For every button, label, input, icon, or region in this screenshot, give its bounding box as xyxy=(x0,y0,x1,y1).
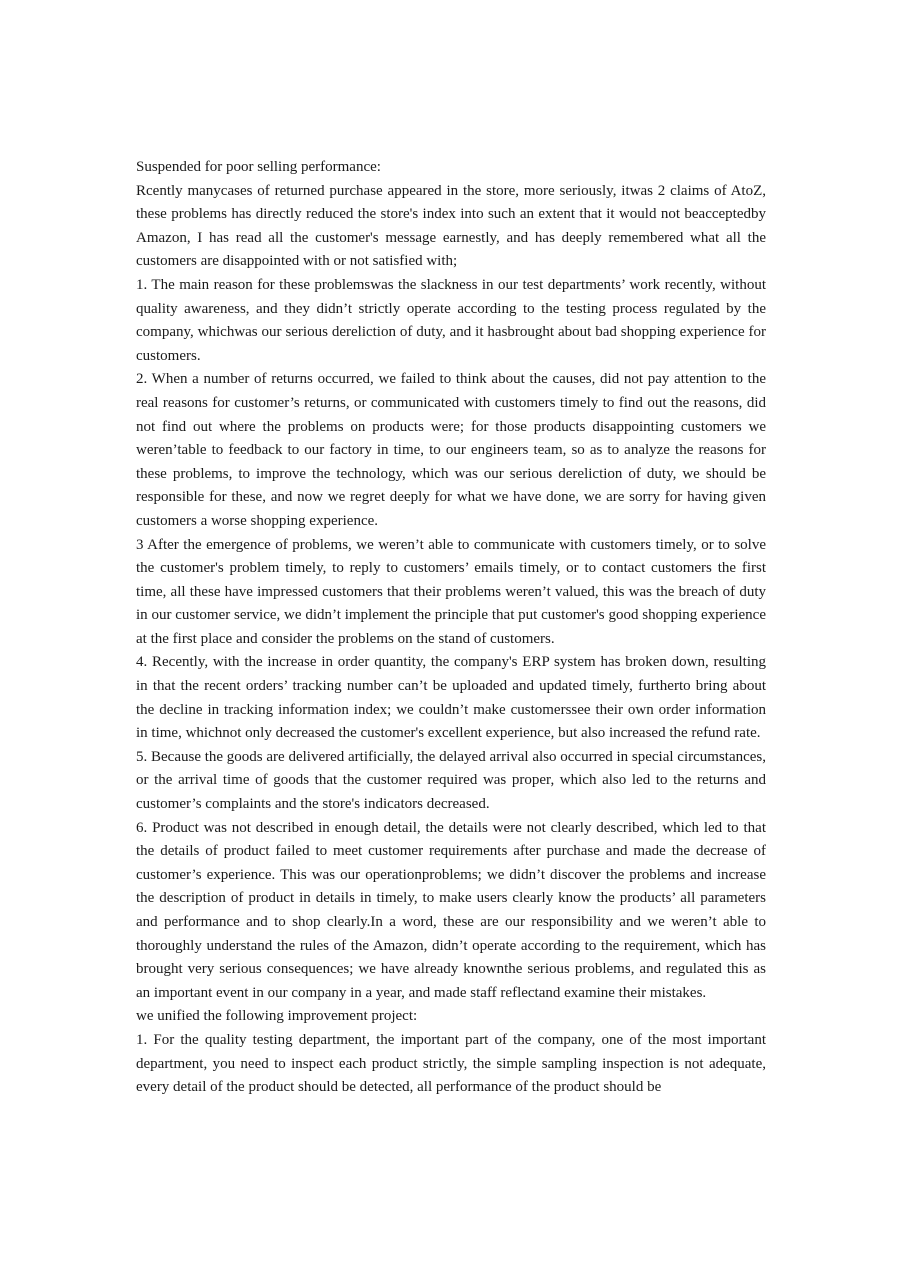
intro-paragraph: Rcently manycases of returned purchase appeared in the store, more seriously, itwas 2 claims of AtoZ, these problems has directly reduced the store's index into such an extent that it would not beacceptedby Amazon, I has read all the customer's message earnestly, and has deeply remembered what all the customers are disappointed with or not satisfied with; xyxy=(136,182,766,270)
reason-2-paragraph: 2. When a number of returns occurred, we failed to think about the causes, did not pay attention to the real reasons for customer’s returns, or communicated with customers timely to find out the reasons, did not find out where the problems on products were; for those products disappointing customers we weren’table to feedback to our factory in time, to our engineers team, so as to analyze the reasons for these problems, to improve the technology, which was our serious dereliction of duty, we should be responsible for these, and now we regret deeply for what we have done, we are sorry for having given customers a worse shopping experience. xyxy=(136,371,766,529)
document-page xyxy=(136,156,766,1100)
improvement-heading: we unified the following improvement project: xyxy=(136,1008,418,1025)
improvement-1-paragraph: 1. For the quality testing department, the important part of the company, one of the most important department, you need to inspect each product strictly, the simple sampling inspection is not adequate, every detail of the product should be detected, all performance of the product should be xyxy=(136,1031,766,1096)
reason-4-paragraph: 4. Recently, with the increase in order quantity, the company's ERP system has broken down, resulting in that the recent orders’ tracking number can’t be uploaded and updated timely, furtherto bring about the decline in tracking information index; we couldn’t make customerssee their own order information in time, whichnot only decreased the customer's excellent experience, but also increased the refund rate. xyxy=(136,654,766,742)
reason-3-paragraph: 3 After the emergence of problems, we weren’t able to communicate with customers timely, or to solve the customer's problem timely, to reply to customers’ emails timely, or to contact customers the first time, all these have impressed customers that their problems weren’t valued, this was the breach of duty in our customer service, we didn’t implement the principle that put customer's good shopping experience at the first place and consider the problems on the stand of customers. xyxy=(136,536,766,647)
reason-6-paragraph: 6. Product was not described in enough detail, the details were not clearly described, which led to that the details of product failed to meet customer requirements after purchase and made the decrease of customer’s experience. This was our operationproblems; we didn’t discover the problems and increase the description of product in details in timely, to make users clearly know the products’ all parameters and performance and to shop clearly.In a word, these are our responsibility and we weren’t able to thoroughly understand the rules of the Amazon, didn’t operate according to the requirement, which has brought very serious consequences; we have already knownthe serious problems, and regulated this as an important event in our company in a year, and made staff reflectand examine their mistakes. xyxy=(136,819,766,1001)
reason-1-paragraph: 1. The main reason for these problemswas the slackness in our test departments’ work recently, without quality awareness, and they didn’t strictly operate according to the testing process regulated by the company, whichwas our serious dereliction of duty, and it hasbrought about bad shopping experience for customers. xyxy=(136,276,766,364)
document-heading: Suspended for poor selling performance: xyxy=(136,159,381,175)
reason-5-paragraph: 5. Because the goods are delivered artificially, the delayed arrival also occurred in special circumstances, or the arrival time of goods that the customer required was proper, which also led to the returns and customer’s complaints and the store's indicators decreased. xyxy=(136,748,766,813)
